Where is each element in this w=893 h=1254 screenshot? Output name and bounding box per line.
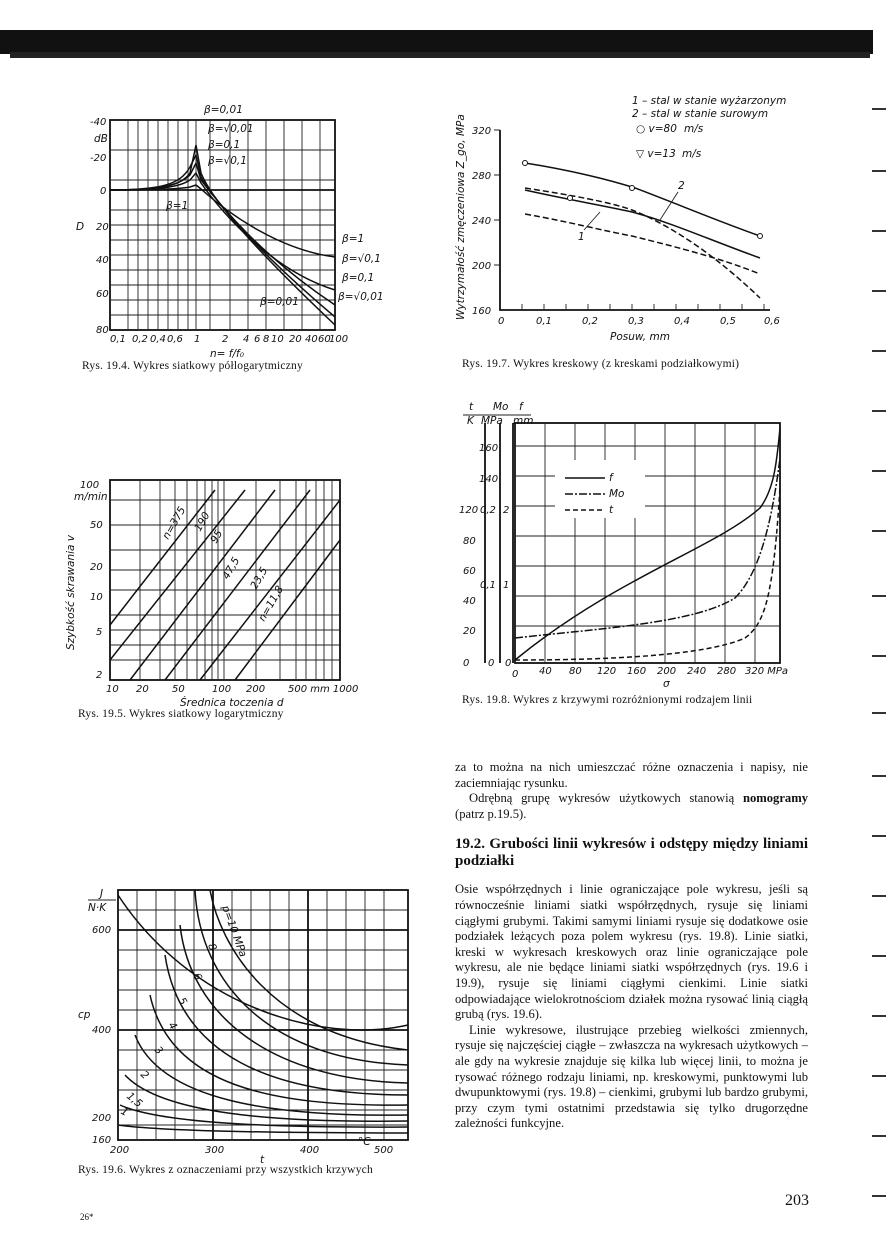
curve-label: 2 [678, 180, 685, 192]
margin-mark [872, 1015, 886, 1017]
x-tick: 0,5 [720, 316, 736, 327]
caption: Rys. 19.6. Wykres z oznaczeniami przy wszystkich krzywych [78, 1164, 373, 1176]
paragraph: Linie wykresowe, ilustrujące przebieg wielkości zmiennych, rysuje się najczęściej ciągłe – zwłaszcza na wykresach użytkowych – ale gdy na wykresie znajduje się kilka lub więcej linii, to można je rysować różnego rodzaju liniami, np. kreskowymi, punktowymi lub dwupunktowymi (rys. 19.8) – cienkimi, grubymi lub bardzo grubymi, przy czym tymi ostatnimi przedstawia się tylko drugorzędne zależności funkcyjne. [455, 1022, 808, 1131]
margin-mark [872, 595, 886, 597]
x-tick: 0,2 [582, 316, 598, 327]
header-sym: t [469, 401, 474, 413]
x-tick: 500 [374, 1145, 394, 1156]
margin-mark [872, 530, 886, 532]
legend-unit: m/s [684, 123, 704, 135]
y-unit: m/min [74, 491, 108, 503]
line-label: 23,5 [248, 565, 271, 592]
figure-19-7 [450, 90, 790, 350]
y-tick: 120 [459, 505, 479, 516]
x-label: Posuw, mm [610, 331, 670, 343]
margin-mark [872, 1195, 886, 1197]
x-tick: 20 [136, 684, 149, 695]
figure-19-8 [455, 398, 795, 688]
curve-label: β=√0,01 [338, 291, 384, 303]
x-tick: 500 mm 1000 [288, 684, 359, 695]
figure-19-4 [70, 95, 410, 365]
caption: Rys. 19.5. Wykres siatkowy logarytmiczny [78, 708, 284, 720]
y-tick: 20 [90, 562, 103, 573]
x-tick: 160 [627, 666, 647, 677]
margin-mark [872, 230, 886, 232]
x-label: n= f/f₀ [210, 348, 244, 360]
y-tick: 80 [463, 536, 476, 547]
text-span: (patrz p.19.5). [455, 806, 527, 821]
y-tick: 0 [505, 658, 512, 669]
x-tick: 8 [263, 334, 270, 345]
legend-item: ▽ v=13 [636, 148, 676, 160]
legend-item: f [609, 472, 613, 484]
y-tick: 40 [96, 255, 109, 266]
y-label: Wytrzymałość zmęczeniowa Z_go, MPa [455, 114, 467, 320]
y-tick: 80 [96, 325, 109, 336]
x-ticks [110, 334, 348, 345]
margin-mark [872, 350, 886, 352]
y-tick: -40 [90, 117, 107, 128]
figure-19-6 [70, 885, 410, 1165]
margin-mark [872, 290, 886, 292]
margin-mark [872, 1075, 886, 1077]
curve-label: 2 [137, 1068, 152, 1082]
y-tick: 0 [488, 658, 495, 669]
y-tick: 10 [90, 592, 103, 603]
curves [110, 145, 335, 325]
margin-mark [872, 895, 886, 897]
top-black-band-edge [10, 52, 870, 58]
x-label: Średnica toczenia d [180, 697, 284, 709]
line-label: 95 [208, 527, 226, 546]
curve-label: β=1 [166, 200, 189, 212]
y-tick: 50 [90, 520, 103, 531]
y-unit: dB [94, 133, 108, 145]
x-tick: 6 [254, 334, 261, 345]
x-tick: 0,6 [167, 334, 183, 345]
y-tick: 0,1 [480, 580, 496, 591]
y-tick: 2 [96, 670, 103, 681]
x-tick: 200 [246, 684, 266, 695]
legend-item: Mo [609, 488, 625, 500]
curve-label: 1 [578, 231, 585, 243]
y-tick: 0 [100, 186, 107, 197]
y-tick: 400 [92, 1025, 112, 1036]
header-unit: mm [513, 415, 534, 427]
y-tick: 60 [463, 566, 476, 577]
x-tick: 100 [212, 684, 232, 695]
legend-item: 1 – stal w stanie wyżarzonym [632, 95, 787, 107]
header-sym: Mo [493, 401, 509, 413]
caption: Rys. 19.7. Wykres kreskowy (z kreskami podziałkowymi) [462, 358, 740, 370]
y-tick: 20 [463, 626, 476, 637]
margin-mark [872, 655, 886, 657]
body-text [455, 760, 808, 1132]
y-tick: 200 [472, 261, 492, 272]
x-tick: 100 [329, 334, 349, 345]
page-number: 203 [785, 1192, 809, 1209]
margin-mark [872, 712, 886, 714]
x-symbol: σ [663, 678, 670, 690]
header-sym: f [519, 401, 523, 413]
x-tick: 200 [110, 1145, 130, 1156]
x-tick: 10 [271, 334, 284, 345]
y-tick: 240 [472, 216, 492, 227]
x-tick: 80 [569, 666, 582, 677]
curve-label: 8 [205, 941, 219, 953]
curve-label: β=0,1 [208, 139, 241, 151]
x-tick: 0,1 [536, 316, 552, 327]
header-unit: K [467, 415, 474, 427]
x-tick: 200 [657, 666, 677, 677]
curve-label: p=10 MPa [219, 903, 249, 959]
curve-label: β=0,01 [260, 296, 299, 308]
x-tick: 0 [498, 316, 505, 327]
caption: Rys. 19.8. Wykres z krzywymi rozróżnionymi rodzajem linii [462, 694, 753, 706]
y-tick: 5 [96, 627, 103, 638]
top-black-band [0, 30, 873, 54]
y-tick: 1 [503, 580, 510, 591]
margin-mark [872, 775, 886, 777]
legend-item: ○ v=80 [636, 123, 677, 135]
margin-mark [872, 955, 886, 957]
y-unit-bottom: N·K [88, 902, 107, 914]
y-tick: 280 [472, 171, 492, 182]
y-tick: 100 [80, 480, 100, 491]
x-tick: 40 [305, 334, 318, 345]
margin-mark [872, 170, 886, 172]
x-tick: 20 [289, 334, 302, 345]
y-unit-top: J [100, 888, 104, 900]
y-tick: 320 [472, 126, 492, 137]
paragraph: za to można na nich umieszczać różne oznaczenia i napisy, nie zaciemniając rysunku. [455, 760, 808, 790]
curve-label: β=√0,1 [208, 155, 247, 167]
x-tick: 0,2 [132, 334, 148, 345]
legend-unit: m/s [682, 148, 702, 160]
x-unit: °C [358, 1136, 371, 1148]
x-tick: 280 [717, 666, 737, 677]
x-tick: 320 MPa [745, 666, 789, 677]
y-tick: 160 [472, 306, 492, 317]
y-tick: 160 [479, 443, 499, 454]
paragraph [455, 791, 808, 822]
y-tick: 60 [96, 289, 109, 300]
x-tick: 0,6 [764, 316, 780, 327]
y-tick: 200 [92, 1113, 112, 1124]
line-label: 190 [192, 510, 213, 534]
x-tick: 0,1 [110, 334, 126, 345]
margin-mark [872, 470, 886, 472]
y-tick: 0,2 [480, 505, 496, 516]
y-tick: 0 [463, 658, 470, 669]
x-symbol: t [260, 1154, 265, 1166]
legend-item: 2 – stal w stanie surowym [632, 108, 769, 120]
x-tick: 240 [687, 666, 707, 677]
margin-mark [872, 108, 886, 110]
line-label: n=375 [160, 504, 189, 542]
y-tick: 600 [92, 925, 112, 936]
x-tick: 60 [318, 334, 331, 345]
bold-term: nomogramy [742, 791, 808, 806]
margin-mark [872, 1135, 886, 1137]
y-tick: 140 [479, 474, 499, 485]
curve-label: β=0,01 [204, 104, 243, 116]
curve-label: 4 [165, 1019, 180, 1033]
x-tick: 300 [205, 1145, 225, 1156]
figure-19-5 [60, 470, 360, 709]
x-tick: 40 [539, 666, 552, 677]
curve-label: β=√0,01 [208, 123, 254, 135]
text-span: Odrębną grupę wykresów użytkowych stanowią [469, 791, 743, 806]
x-tick: 10 [106, 684, 119, 695]
curve-label: 6 [190, 971, 204, 983]
margin-mark [872, 410, 886, 412]
line-label: n=11,8 [256, 583, 287, 624]
x-tick: 0 [512, 669, 519, 680]
y-tick: -20 [90, 153, 107, 164]
y-symbol: D [76, 221, 85, 233]
y-label: Szybkość skrawania v [65, 534, 77, 650]
curve-label: 5 [175, 995, 190, 1008]
margin-mark [872, 835, 886, 837]
curve-label: β=0,1 [342, 272, 375, 284]
caption: Rys. 19.4. Wykres siatkowy półlogarytmiczny [82, 360, 303, 372]
section-heading: 19.2. Grubości linii wykresów i odstępy między liniami podziałki [455, 836, 808, 870]
x-tick: 0,4 [150, 334, 166, 345]
x-tick: 2 [222, 334, 229, 345]
curve-label: 3 [151, 1044, 166, 1058]
y-tick: 160 [92, 1135, 112, 1146]
x-tick: 50 [172, 684, 185, 695]
line-label: 47,5 [220, 555, 243, 582]
paragraph: Osie współrzędnych i linie ograniczające pole wykresu, jeśli są równocześnie liniami siatki współrzędnych, rysuje się liniami ciągłymi grubymi. Takimi samymi liniami rysuje się dodatkowe osie podziałek leżących poza polem wykresu (rys. 19.8). Linie siatki, kreski w wykresach kreskowych oraz linie ograniczające pole wykresu, ale nie będące liniami siatki współrzędnych (rys. 19.6 i 19.9), rysuje się liniami ciągłymi cienkimi. Linie siatki odpowiadające wielokrotnościom działek można rysować linią ciągłą grubą (rys. 19.6). [455, 882, 808, 1022]
curve-label: 1 [118, 1105, 131, 1119]
x-tick: 120 [597, 666, 617, 677]
y-symbol: cp [78, 1009, 91, 1021]
x-tick: 1 [194, 334, 201, 345]
y-tick: 2 [503, 505, 510, 516]
x-tick: 4 [243, 334, 250, 345]
legend-item: t [609, 504, 614, 516]
header-unit: MPa [481, 415, 503, 427]
x-tick: 0,4 [674, 316, 690, 327]
x-tick: 400 [300, 1145, 320, 1156]
curve-label: β=√0,1 [342, 253, 381, 265]
y-tick: 20 [96, 222, 109, 233]
curve-label: β=1 [342, 233, 365, 245]
x-tick: 0,3 [628, 316, 644, 327]
curve-label: 1,5 [124, 1090, 145, 1111]
y-tick: 40 [463, 596, 476, 607]
signature-mark: 26* [80, 1212, 94, 1222]
grid [110, 120, 335, 330]
